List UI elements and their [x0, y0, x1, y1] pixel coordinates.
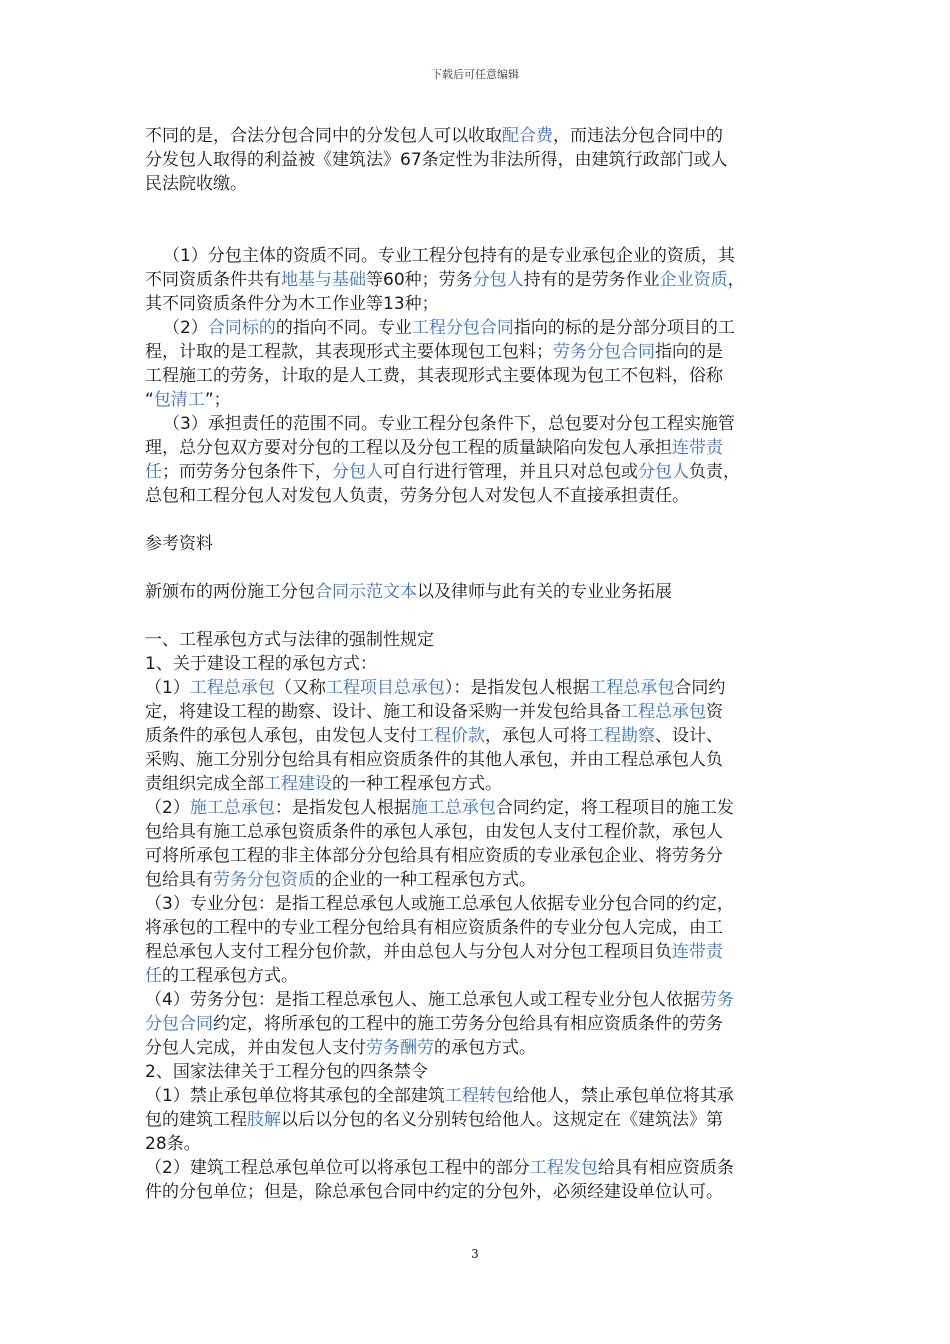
text-run: 责组织完成全部	[145, 774, 264, 794]
text-line	[145, 340, 810, 364]
text-line	[145, 820, 810, 844]
term-link[interactable]: 工程分包合同	[411, 318, 514, 338]
text-run: 新颁布的两份施工分包	[145, 582, 315, 602]
term-link[interactable]: 合同示范文本	[315, 582, 417, 602]
term-link[interactable]: 连带责	[672, 438, 723, 458]
text-line	[145, 580, 810, 604]
term-link[interactable]: 施工总承包	[189, 798, 275, 818]
text-run: 的指向不同。专业	[275, 318, 412, 338]
text-run: 质条件的承包人承包，由发包人支付	[145, 726, 417, 746]
text-run: 件的分包单位；但是，除总承包合同中约定的分包外，必须经建设单位认可。	[145, 1182, 723, 1202]
term-link[interactable]: 分包人	[332, 462, 383, 482]
text-run: ；而劳务分包条件下，	[162, 462, 332, 482]
text-line	[145, 1060, 810, 1084]
term-link[interactable]: 工程建设	[264, 774, 332, 794]
term-link[interactable]: 工程总承包	[189, 678, 275, 698]
text-run: 理，总分包双方要对分包的工程以及分包工程的质量缺陷向发包人承担	[145, 438, 672, 458]
text-line	[145, 988, 810, 1012]
text-run: 可将所承包工程的非主体部分分包给具有相应资质的专业承包企业、将劳务分	[145, 846, 723, 866]
text-run: （1）禁止承包单位将其承包的全部建筑	[145, 1086, 445, 1106]
text-run: 包的建筑工程	[145, 1110, 247, 1130]
text-run: 指向的标的是分部分项目的工	[513, 318, 735, 338]
text-run: 程总承包人支付工程分包价款，并由总包人与分包人对分包工程项目负	[145, 942, 672, 962]
text-line	[145, 1012, 810, 1036]
term-link[interactable]: 任	[145, 462, 162, 482]
text-run: 以及律师与此有关的专业业务拓展	[417, 582, 672, 602]
text-run: 的工程承包方式。	[162, 966, 298, 986]
term-link[interactable]: 工程发包	[529, 1158, 598, 1178]
paragraph-1	[145, 124, 810, 196]
term-link[interactable]: 施工总承包	[410, 798, 496, 818]
text-run: 的企业的一种工程承包方式。	[315, 870, 536, 890]
text-run: 约定，将所承包的工程中的施工劳务分包给具有相应资质条件的劳务	[213, 1014, 723, 1034]
page-header: 下载后可任意编辑	[431, 68, 519, 81]
paragraph-2	[145, 244, 810, 508]
text-run: ）：是指发包人根据	[444, 678, 590, 698]
spacer	[145, 604, 810, 628]
text-run: 资	[706, 702, 723, 722]
text-run: 不同资质条件共有	[145, 270, 281, 290]
text-line	[145, 796, 810, 820]
text-line	[145, 124, 810, 148]
text-run: （2）	[145, 798, 190, 818]
term-link[interactable]: 工程项目总承包	[325, 678, 445, 698]
term-link[interactable]: 工程勘察	[587, 726, 655, 746]
text-run: （又称	[274, 678, 326, 698]
term-link[interactable]: 分包合同	[145, 1014, 213, 1034]
text-run: ，而违法分包合同中的	[553, 126, 723, 146]
term-link[interactable]: 合同标的	[207, 318, 276, 338]
text-line	[145, 484, 810, 508]
spacer	[145, 556, 810, 580]
text-line	[145, 172, 810, 196]
text-line	[145, 388, 810, 412]
text-run: 工程施工的劳务，计取的是人工费，其表现形式主要体现为包工不包料，俗称	[145, 366, 723, 386]
text-run: 的承包方式。	[434, 1038, 536, 1058]
term-link[interactable]: 劳务分包资质	[213, 870, 315, 890]
text-run: 包给具有	[145, 870, 213, 890]
text-run: 程，计取的是工程款，其表现形式主要体现包工包料；	[145, 342, 553, 362]
spacer	[145, 196, 810, 220]
text-line	[145, 316, 810, 340]
text-run: 不同的是，合法分包合同中的分发包人可以收取	[145, 126, 502, 146]
text-line	[145, 628, 810, 652]
reference-heading: 参考资料	[145, 534, 213, 554]
term-link[interactable]: 分包人	[638, 462, 689, 482]
text-run: 可自行进行管理，并且只对总包或	[383, 462, 638, 482]
document-body	[145, 124, 810, 1204]
text-run: 总包和工程分包人对发包人负责，劳务分包人对发包人不直接承担责任。	[145, 486, 689, 506]
text-line	[145, 268, 810, 292]
text-run: 的一种工程承包方式。	[332, 774, 502, 794]
term-link[interactable]: 劳务分包合同	[553, 342, 655, 362]
text-line	[145, 292, 810, 316]
text-line	[145, 772, 810, 796]
text-line	[145, 940, 810, 964]
term-link[interactable]: 劳务	[699, 990, 734, 1010]
paragraph-3	[145, 628, 810, 1204]
text-line	[145, 748, 810, 772]
text-run: 以后以分包的名义分别转包给他人。这规定在《建筑法》第	[281, 1110, 723, 1130]
text-run: （3）专业分包：是指工程总承包人或施工总承包人依据专业分包合同的约定，	[145, 894, 734, 914]
term-link[interactable]: 连带责	[672, 942, 723, 962]
text-run: ：是指发包人根据	[274, 798, 411, 818]
text-run: ，承包人可将	[485, 726, 587, 746]
text-run: 指向的是	[655, 342, 723, 362]
text-line	[145, 1156, 810, 1180]
text-run: ”；	[204, 390, 231, 410]
text-run: ，	[727, 270, 745, 290]
text-run: 合同约	[674, 678, 726, 698]
text-run: 其不同资质条件分为木工作业等13种；	[145, 294, 439, 314]
text-run: （2）	[163, 318, 208, 338]
text-run: （3）承担责任的范围不同。专业工程分包条件下，总包要对分包工程实施管	[163, 414, 735, 434]
term-link[interactable]: 企业资质	[659, 270, 728, 290]
text-run: （1）	[145, 678, 190, 698]
text-run: 给具有相应资质条	[597, 1158, 734, 1178]
text-line	[145, 460, 810, 484]
text-line	[145, 1132, 810, 1156]
text-run: 合同约定，将工程项目的施工发	[495, 798, 734, 818]
text-run: 、设计、	[655, 726, 723, 746]
text-line	[145, 844, 810, 868]
term-link[interactable]: 地基与基础	[281, 270, 366, 290]
text-run: 分包人完成，并由发包人支付	[145, 1038, 366, 1058]
text-line	[145, 892, 810, 916]
text-run: 2、国家法律关于工程分包的四条禁令	[145, 1062, 428, 1082]
text-run: （4）劳务分包：是指工程总承包人、施工总承包人或工程专业分包人依据	[145, 990, 700, 1010]
text-line	[145, 700, 810, 724]
term-link[interactable]: 工程转包	[444, 1086, 513, 1106]
term-link[interactable]: 配合费	[502, 126, 553, 146]
text-run: 一、工程承包方式与法律的强制性规定	[145, 630, 434, 650]
text-line	[145, 244, 810, 268]
text-line	[145, 916, 810, 940]
term-link[interactable]: 包清工	[153, 390, 205, 410]
text-run: 分发包人取得的利益被《建筑法》67条定性为非法所得，由建筑行政部门或人	[145, 150, 728, 170]
spacer	[145, 508, 810, 532]
text-line	[145, 412, 810, 436]
reference-line	[145, 580, 810, 604]
text-line	[145, 148, 810, 172]
text-run: 民法院收缴。	[145, 174, 247, 194]
term-link[interactable]: 工程总承包	[589, 678, 675, 698]
text-run: 采购、施工分别分包给具有相应资质条件的其他人承包，并由工程总承包人负	[145, 750, 723, 770]
text-run: 给他人，禁止承包单位将其承	[512, 1086, 734, 1106]
term-link[interactable]: 肢解	[247, 1110, 281, 1130]
text-line	[145, 436, 810, 460]
text-line	[145, 1084, 810, 1108]
text-run: 包给具有施工总承包资质条件的承包人承包，由发包人支付工程价款，承包人	[145, 822, 723, 842]
text-run: 定，将建设工程的勘察、设计、施工和设备采购一并发包给具备	[145, 702, 621, 722]
text-run: （1）分包主体的资质不同。专业工程分包持有的是专业承包企业的资质，其	[163, 246, 735, 266]
text-run: 28条。	[145, 1134, 201, 1154]
text-run: 将承包的工程中的专业工程分包给具有相应资质条件的专业分包人完成，由工	[145, 918, 723, 938]
text-line	[145, 1036, 810, 1060]
spacer	[145, 220, 810, 244]
text-line	[145, 676, 810, 700]
text-run: 负责，	[689, 462, 740, 482]
text-line	[145, 652, 810, 676]
text-line	[145, 1180, 810, 1204]
term-link[interactable]: 任	[145, 966, 162, 986]
term-link[interactable]: 分包人	[472, 270, 524, 290]
text-line	[145, 364, 810, 388]
text-run: 持有的是劳务作业	[523, 270, 660, 290]
text-line	[145, 868, 810, 892]
text-run: “	[145, 390, 154, 410]
term-link[interactable]: 劳务酬劳	[366, 1038, 434, 1058]
text-run: 等60种；劳务	[366, 270, 473, 290]
page-number: 3	[471, 1247, 479, 1261]
text-run: 1、关于建设工程的承包方式：	[145, 654, 377, 674]
text-line	[145, 724, 810, 748]
term-link[interactable]: 工程价款	[417, 726, 485, 746]
text-run: （2）建筑工程总承包单位可以将承包工程中的部分	[145, 1158, 530, 1178]
text-line	[145, 1108, 810, 1132]
text-line	[145, 964, 810, 988]
term-link[interactable]: 工程总承包	[621, 702, 706, 722]
